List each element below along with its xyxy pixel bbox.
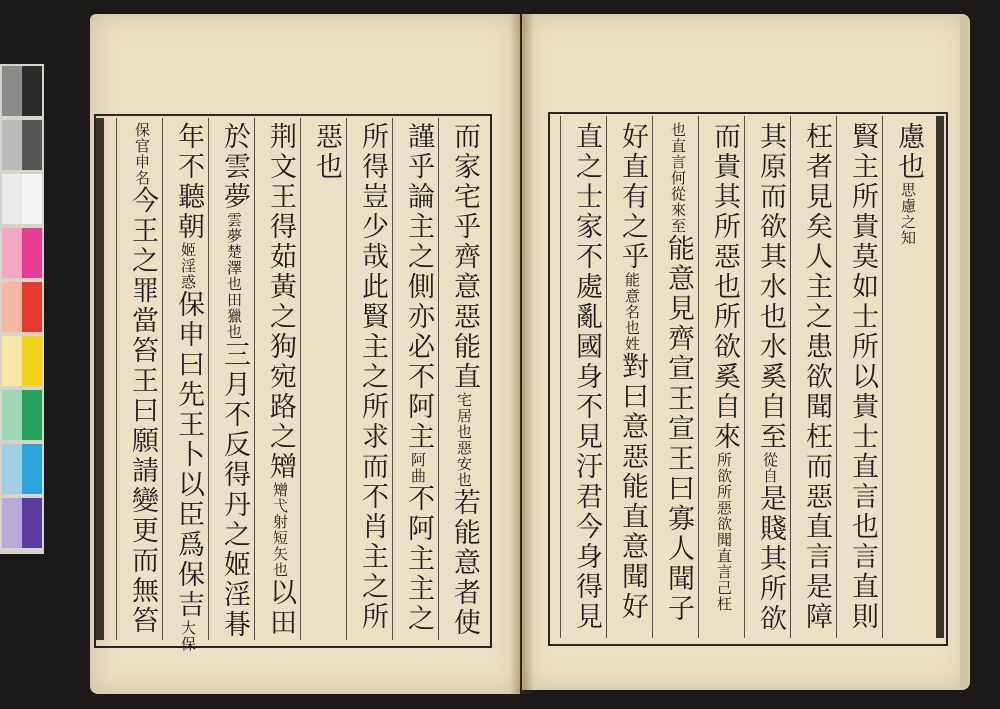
main-text: 不阿主主之 [403,484,434,634]
left-text-column [444,122,484,638]
book-gutter [510,14,534,694]
column-rule [254,118,255,640]
commentary-note: 也直言何從來至 [669,122,687,234]
left-text-column [352,122,392,632]
commentary-note: 矰弋射短矢也 [271,482,289,578]
main-text: 以田 [265,578,296,638]
commentary-note: 思慮之知 [899,182,917,246]
color-swatch [22,228,42,278]
color-swatch [22,66,42,116]
main-text: 惡也 [311,122,342,182]
main-text: 荆文王得茹黃之狗宛路之矰 [265,122,296,482]
column-rule [790,116,791,638]
color-swatch [22,444,42,494]
commentary-note: 保官申名 [133,122,151,186]
color-calibration-card [0,64,44,554]
main-text: 於雲夢 [219,122,250,212]
left-page-margin-band [96,118,104,640]
main-text: 能意見齊宣王宣王曰寡人聞子 [663,234,694,624]
right-text-column [888,122,928,246]
left-text-column [122,122,162,636]
main-text: 年不聽朝 [173,122,204,242]
column-rule [438,118,439,640]
color-swatch [2,390,22,440]
color-swatch [22,174,42,224]
right-text-column [612,122,652,622]
main-text: 賢主所貴莫如士所以貴士直言也言直則 [847,122,878,632]
main-text: 若能意者使 [449,488,480,638]
main-text: 謹乎論主之側亦必不阿主 [403,122,434,452]
main-text: 三月不反得丹之姬淫朞 [219,340,250,640]
commentary-note: 雲夢楚澤也田獵也 [225,212,243,340]
right-text-column [796,122,836,632]
column-rule [606,116,607,638]
column-rule [836,116,837,638]
main-text: 所得豈少哉此賢主之所求而不肖主之所 [357,122,388,632]
main-text: 其原而欲其水也水奚自至 [755,122,786,452]
column-rule [300,118,301,640]
commentary-note: 阿曲 [409,452,427,484]
main-text: 今王之罪當笞王曰願請變更而無笞 [127,186,158,636]
color-swatch [22,336,42,386]
right-page-margin-band [936,116,944,638]
main-text: 而貴其所惡也所欲奚自來 [709,122,740,452]
main-text: 直之士家不處亂國身不見汙君今身得見 [571,122,602,632]
column-rule [652,116,653,638]
commentary-note: 能意名也姓 [623,272,641,352]
color-swatch [22,390,42,440]
right-text-column [658,122,698,624]
page-edges [960,16,968,688]
main-text: 好直有之乎 [617,122,648,272]
color-swatch [2,228,22,278]
main-text: 保申曰先王卜以臣爲保吉 [173,290,204,620]
color-swatch [2,444,22,494]
main-text: 慮也 [893,122,924,182]
commentary-note: 大保 [179,620,197,652]
right-text-column [842,122,882,632]
left-text-column [214,122,254,640]
column-rule [698,116,699,638]
left-text-column [398,122,438,634]
main-text: 對曰意惡能直意聞好 [617,352,648,622]
commentary-note: 從自 [761,452,779,484]
right-text-column [704,122,744,612]
right-text-column [750,122,790,634]
commentary-note: 姬淫惑 [179,242,197,290]
color-swatch [2,282,22,332]
color-swatch [2,120,22,170]
left-text-column [306,122,346,182]
column-rule [116,118,117,640]
color-swatch [2,174,22,224]
commentary-note: 所欲所惡欲聞直言己枉 [715,452,733,612]
column-rule [882,116,883,638]
color-swatch [2,66,22,116]
color-swatch [2,498,22,548]
commentary-note: 宅居也惡安也 [455,392,473,488]
column-rule [346,118,347,640]
color-swatch [22,282,42,332]
main-text: 枉者見矣人主之患欲聞枉而惡直言是障 [801,122,832,632]
main-text: 而家宅乎齊意惡能直 [449,122,480,392]
column-rule [162,118,163,640]
column-rule [560,116,561,638]
right-text-column [566,122,606,632]
main-text: 是賤其所欲 [755,484,786,634]
column-rule [208,118,209,640]
column-rule [744,116,745,638]
column-rule [392,118,393,640]
color-swatch [2,336,22,386]
color-swatch [22,498,42,548]
left-text-column [168,122,208,652]
color-swatch [22,120,42,170]
left-text-column [260,122,300,638]
